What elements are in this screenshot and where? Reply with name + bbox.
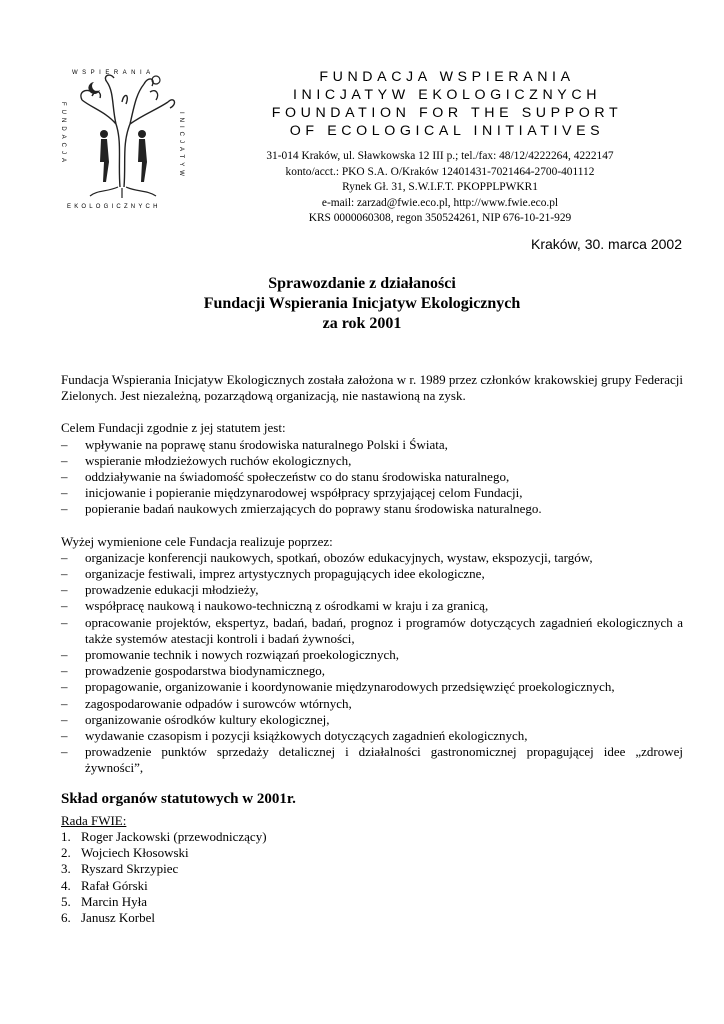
council-label: Rada FWIE: [61, 812, 127, 828]
council-member [61, 861, 683, 877]
means-item: – prowadzenie gospodarstwa biodynamicznego, [61, 663, 683, 679]
member-number: 5. [61, 893, 71, 909]
intro-paragraph: Fundacja Wspierania Inicjatyw Ekologicznych została założona w r. 1989 przez członków krakowskiej grupy Federacji Zielonych. Jest niezależną, pozarządową organizacją, nie nastawioną na zysk. [61, 372, 683, 404]
foundation-logo [52, 62, 202, 217]
goal-item: – popieranie badań naukowych zmierzających do poprawy stanu środowiska naturalnego. [61, 501, 683, 517]
goal-item: – wpływanie na poprawę stanu środowiska naturalnego Polski i Świata, [61, 437, 683, 453]
means-item: – współpracę naukową i naukowo-techniczną z ośrodkami w kraju i za granicą, [61, 598, 683, 614]
goal-item: – inicjowanie i popieranie międzynarodowej współpracy sprzyjającej celom Fundacji, [61, 485, 683, 501]
means-item: – zagospodarowanie odpadów i surowców wtórnych, [61, 696, 683, 712]
member-name: Wojciech Kłosowski [81, 845, 189, 861]
goals-list [61, 437, 683, 518]
bank-account-line: konto/acct.: PKO S.A. O/Kraków 12401431-7021464-2700-401112 [285, 165, 595, 178]
council-members-list [61, 829, 683, 926]
means-item: – prowadzenie edukacji młodzieży, [61, 582, 683, 598]
member-number: 1. [61, 829, 71, 845]
letterhead-line-3: FOUNDATION FOR THE SUPPORT [271, 105, 623, 121]
means-item: – wydawanie czasopism i pozycji książkowych dotyczących zagadnień ekologicznych, [61, 728, 683, 744]
letterhead-line-1: FUNDACJA WSPIERANIA [319, 69, 575, 85]
council-member [61, 894, 683, 910]
member-number: 6. [61, 910, 71, 926]
means-intro: Wyżej wymienione cele Fundacja realizuje poprzez: [61, 533, 333, 549]
council-member [61, 829, 683, 845]
council-member [61, 845, 683, 861]
means-item: – prowadzenie punktów sprzedaży detalicznej i działalności gastronomicznej propagującej idee „zdrowej żywności”, [61, 744, 683, 776]
council-member [61, 878, 683, 894]
tree-of-life-emblem [52, 62, 202, 217]
goal-item: – wspieranie młodzieżowych ruchów ekologicznych, [61, 453, 683, 469]
document-title [40, 274, 684, 334]
council-member [61, 910, 683, 926]
member-name: Rafał Górski [81, 877, 148, 893]
goals-intro: Celem Fundacji zgodnie z jej statutem jest: [61, 420, 286, 436]
means-item: – organizacje konferencji naukowych, spotkań, obozów edukacyjnych, wystaw, ekspozycji, targów, [61, 550, 683, 566]
member-name: Janusz Korbel [81, 910, 156, 926]
logo-arc-top: WSPIERANIA [72, 70, 155, 76]
means-item: – organizacje festiwali, imprez artystycznych propagujących idee ekologiczne, [61, 566, 683, 582]
means-item: – propagowanie, organizowanie i koordynowanie międzynarodowych przedsięwzięć proekologicznych, [61, 679, 683, 695]
address-line: 31-014 Kraków, ul. Sławkowska 12 III p.; tel./fax: 48/12/4222264, 4222147 [266, 150, 614, 162]
letterhead-line-2: INICJATYW EKOLOGICZNYCH [292, 87, 602, 103]
logo-arc-bottom: EKOLOGICZNYCH [67, 204, 161, 210]
title-line-2: Fundacji Wspierania Inicjatyw Ekologicznych [203, 295, 521, 312]
means-item: – opracowanie projektów, ekspertyz, badań, badań, prognoz i programów dotyczących zagadnień ekologicznych a także systemów atestacji kontroli i badań żywności, [61, 615, 683, 647]
email-web-line: e-mail: zarzad@fwie.eco.pl, http://www.fwie.eco.pl [321, 196, 559, 209]
title-line-3: za rok 2001 [322, 315, 402, 332]
registry-line: KRS 0000060308, regon 350524261, NIP 676-10-21-929 [308, 212, 572, 225]
title-line-1: Sprawozdanie z działaności [268, 275, 456, 292]
means-item: – organizowanie ośrodków kultury ekologicznej, [61, 712, 683, 728]
goal-item: – oddziaływanie na świadomość społeczeństw co do stanu środowiska naturalnego, [61, 469, 683, 485]
member-name: Roger Jackowski (przewodniczący) [81, 829, 267, 845]
member-number: 2. [61, 845, 71, 861]
document-date: Kraków, 30. marca 2002 [531, 236, 682, 252]
member-name: Ryszard Skrzypiec [81, 861, 179, 877]
contact-details [230, 149, 650, 227]
letterhead-line-4: OF ECOLOGICAL INITIATIVES [289, 123, 605, 139]
member-number: 3. [61, 861, 71, 877]
member-number: 4. [61, 877, 71, 893]
logo-arc-right: INICJATYW [178, 112, 184, 180]
means-item: – promowanie technik i nowych rozwiązań proekologicznych, [61, 647, 683, 663]
logo-arc-left: FUNDACJA [60, 102, 66, 167]
section-heading: Skład organów statutowych w 2001r. [61, 790, 296, 807]
means-list [61, 550, 683, 777]
bank-swift-line: Rynek Gł. 31, S.W.I.F.T. PKOPPLPWKR1 [342, 181, 538, 194]
member-name: Marcin Hyła [81, 893, 148, 909]
document-body [61, 372, 683, 926]
letterhead-title [232, 68, 662, 140]
